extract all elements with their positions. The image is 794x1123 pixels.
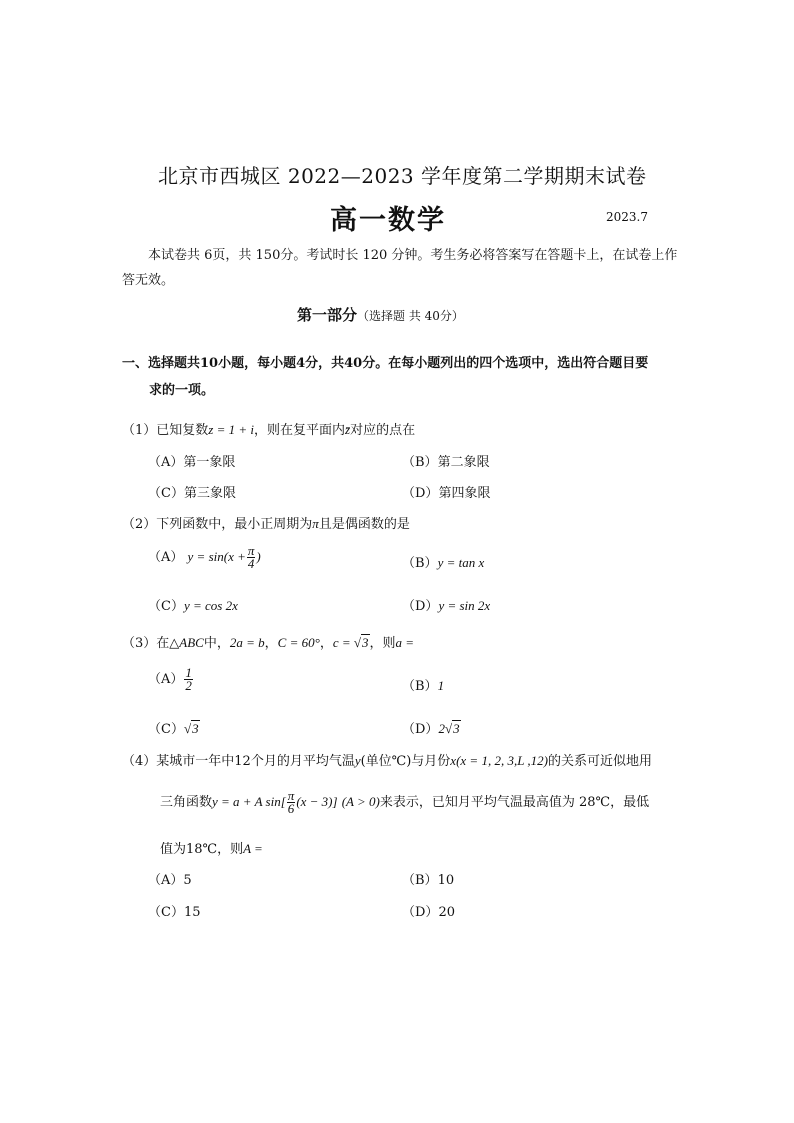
math-expr: y = sin(x + <box>187 549 246 564</box>
option-label: （B） <box>402 455 438 470</box>
fraction-denominator: 4 <box>247 556 255 571</box>
question-number: （2） <box>122 517 157 532</box>
option-label: （A） <box>148 672 184 687</box>
q1-option-c <box>148 482 236 501</box>
q4-option-b <box>402 869 454 888</box>
math-expr: z̄ <box>345 422 351 437</box>
exam-date: 2023.7 <box>606 210 648 224</box>
option-label: （C） <box>148 722 184 737</box>
option-label: （B） <box>402 873 438 888</box>
option-label: （D） <box>402 486 439 501</box>
question-1-stem <box>122 419 415 438</box>
question-number: （4） <box>122 754 157 769</box>
stem-text: ， <box>264 636 278 651</box>
math-expr: ) <box>256 549 261 564</box>
math-expr: x(x = 1, 2, 3,L ,12) <box>450 753 549 768</box>
stem-text: 中， <box>203 636 230 651</box>
part-title: 第一部分 <box>297 306 358 324</box>
q2-option-c <box>148 595 238 614</box>
fraction <box>247 545 256 570</box>
math-expr: y <box>354 753 361 768</box>
math-expr: y = a + A sin[ <box>212 794 286 809</box>
stem-text: 对应的点在 <box>350 423 416 438</box>
q4-option-a <box>148 869 192 888</box>
math-expr: (x − 3)] <box>296 794 338 809</box>
option-text: 5 <box>183 873 192 888</box>
math-expr: C = 60° <box>277 635 320 650</box>
option-label: （D） <box>402 599 439 614</box>
q4-option-c <box>148 901 201 920</box>
math-expr: √ <box>183 721 192 736</box>
option-label: （D） <box>402 722 439 737</box>
fraction-numerator: 1 <box>185 665 192 680</box>
q2-option-b <box>402 552 484 571</box>
stem-text: 的关系可近似地用 <box>548 754 653 769</box>
stem-text: 值为18℃，则 <box>160 842 244 857</box>
math-expr: y = tan x <box>437 555 485 570</box>
option-label: （A） <box>148 455 184 470</box>
q3-option-c <box>148 718 200 737</box>
math-expr: a = <box>395 635 415 650</box>
part-heading <box>297 304 464 325</box>
q3-option-a <box>148 667 194 692</box>
option-label: （C） <box>148 486 184 501</box>
q3-option-b <box>402 675 444 694</box>
math-expr: ABC <box>179 635 204 650</box>
stem-text: 三角函数 <box>160 795 213 810</box>
option-label: （A） <box>148 550 184 565</box>
math-expr: c = √ <box>332 635 362 650</box>
fraction-denominator: 2 <box>185 678 192 693</box>
stem-text: 来表示，已知月平均气温最高值为 28℃，最低 <box>379 795 650 810</box>
fraction-numerator: π <box>247 543 255 558</box>
fraction-numerator: π <box>287 788 295 803</box>
section-heading-line1: 一、选择题共10小题，每小题4分，共40分。在每小题列出的四个选项中，选出符合题目要 <box>122 356 649 371</box>
stem-text: (单位℃)与月份 <box>360 754 451 769</box>
q2-option-d <box>402 595 490 614</box>
fraction <box>184 667 193 692</box>
stem-text: 且是偶函数的是 <box>318 517 410 532</box>
option-text: 第三象限 <box>183 486 236 501</box>
math-expr: y = cos 2x <box>183 598 238 613</box>
option-text: 第一象限 <box>183 455 236 470</box>
fraction <box>287 790 296 815</box>
math-expr: π <box>312 516 319 531</box>
question-number: （3） <box>122 636 157 651</box>
part-note: （选择题 共 40分） <box>357 309 464 323</box>
stem-text: 某城市一年中12个月的月平均气温 <box>156 754 355 769</box>
q1-option-a <box>148 451 235 470</box>
option-label: （C） <box>148 905 184 920</box>
option-label: （A） <box>148 873 184 888</box>
q4-option-d <box>402 901 455 920</box>
stem-text: 已知复数 <box>156 423 209 438</box>
fraction-denominator: 6 <box>287 801 295 816</box>
math-expr: A = <box>243 841 263 856</box>
option-text: 10 <box>437 873 455 888</box>
option-text: 15 <box>183 905 201 920</box>
option-label: （B） <box>402 556 438 571</box>
radicand: 3 <box>192 721 199 736</box>
math-expr: 2a = b <box>229 635 265 650</box>
radicand: 3 <box>362 635 369 650</box>
stem-text: ，则在复平面内 <box>254 423 346 438</box>
question-4-line2 <box>160 790 649 815</box>
option-label: （D） <box>402 905 439 920</box>
q1-option-d <box>402 482 490 501</box>
question-2-stem <box>122 513 410 532</box>
math-expr: (A > 0) <box>341 794 380 809</box>
exam-instructions: 本试卷共 6页，共 150分。考试时长 120 分钟。考生务必将答案写在答题卡上，在试卷上作答无效。 <box>122 248 678 288</box>
math-expr: 2√ <box>438 721 453 736</box>
question-4-line3 <box>160 838 263 857</box>
q1-option-b <box>402 451 490 470</box>
option-label: （B） <box>402 679 438 694</box>
question-4-line1 <box>122 750 652 769</box>
q3-option-d <box>402 718 461 737</box>
option-text: 第二象限 <box>437 455 490 470</box>
math-expr: y = sin 2x <box>438 598 491 613</box>
stem-text: ，则 <box>369 636 396 651</box>
q2-option-a <box>148 545 261 570</box>
option-label: （C） <box>148 599 184 614</box>
option-text: 第四象限 <box>438 486 491 501</box>
math-expr: 1 <box>437 678 445 693</box>
radicand: 3 <box>453 721 460 736</box>
stem-text: ， <box>319 636 333 651</box>
stem-text: 在△ <box>156 636 180 651</box>
stem-text: 下列函数中，最小正周期为 <box>156 517 313 532</box>
subject-title: 高一数学 <box>330 205 446 236</box>
question-number: （1） <box>122 423 157 438</box>
math-expr: z = 1 + i <box>208 422 255 437</box>
option-text: 20 <box>438 905 455 920</box>
exam-title: 北京市西城区 2022—2023 学年度第二学期期末试卷 <box>158 164 647 188</box>
question-3-stem <box>122 632 414 651</box>
section-heading-line2: 求的一项。 <box>149 383 215 398</box>
